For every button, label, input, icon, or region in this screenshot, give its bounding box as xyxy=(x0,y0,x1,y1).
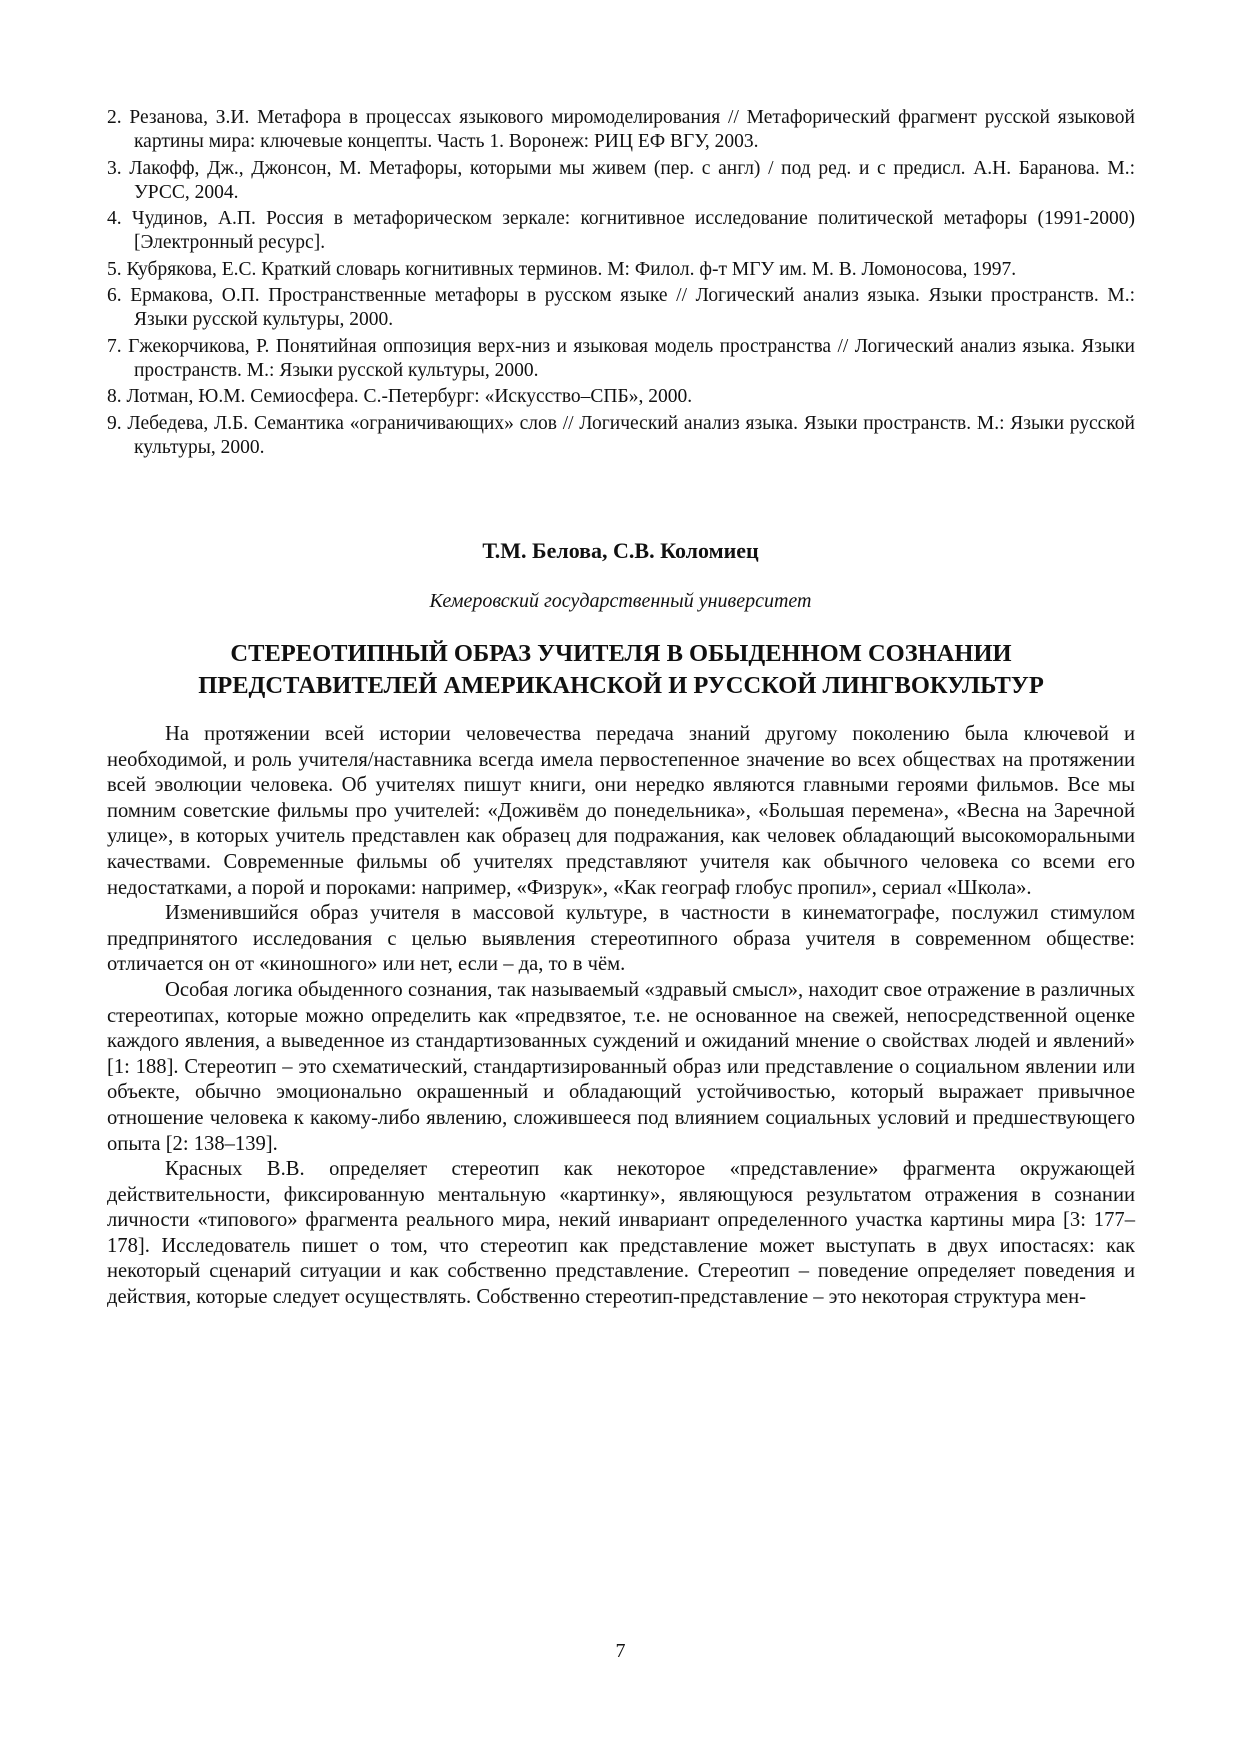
reference-item: 2. Резанова, З.И. Метафора в процессах языкового миромоделирования // Метафорический фрагмент русской языковой картины мира: ключевые концепты. Часть 1. Воронеж: РИЦ ЕФ ВГУ, 2003. xyxy=(107,107,1135,153)
reference-item: 4. Чудинов, А.П. Россия в метафорическом зеркале: когнитивное исследование политической метафоры (1991-2000) [Электронный ресурс]. xyxy=(107,208,1135,254)
paragraph: На протяжении всей истории человечества передача знаний другому поколению была ключевой и необходимой, и роль учителя/наставника всегда имела первостепенное значение во всех обществах на протяжении всей эволюции человека. Об учителях пишут книги, они нередко являются главными героями фильмов. Все мы помним советские фильмы про учителей: «Доживём до понедельника», «Большая перемена», «Весна на Заречной улице», в которых учитель представлен как образец для подражания, как человек обладающий высокоморальными качествами. Современные фильмы об учителях представляют учителя как обычного человека со всеми его недостатками, а порой и пороками: например, «Физрук», «Как географ глобус пропил», сериал «Школа». xyxy=(107,723,1135,899)
title-line: СТЕРЕОТИПНЫЙ ОБРАЗ УЧИТЕЛЯ В ОБЫДЕННОМ СОЗНАНИИ xyxy=(230,640,1012,667)
reference-item: 5. Кубрякова, Е.С. Краткий словарь когнитивных терминов. М: Филол. ф-т МГУ им. М. В. Ломоносова, 1997. xyxy=(107,258,1017,280)
references-list xyxy=(107,106,1135,462)
reference-item: 7. Гжекорчикова, Р. Понятийная оппозиция верх-низ и языковая модель пространства // Логический анализ языка. Языки пространств. М.: Языки русской культуры, 2000. xyxy=(107,335,1135,381)
reference-item: 9. Лебедева, Л.Б. Семантика «ограничивающих» слов // Логический анализ языка. Языки пространств. М.: Языки русской культуры, 2000. xyxy=(107,412,1135,458)
reference-item: 8. Лотман, Ю.М. Семиосфера. С.-Петербург: «Искусство–СПБ», 2000. xyxy=(107,386,693,408)
article-body xyxy=(107,722,1135,1311)
article-title xyxy=(107,638,1135,702)
paragraph: Особая логика обыденного сознания, так называемый «здравый смысл», находит свое отражение в различных стереотипах, которые можно определить как «предвзятое, т.е. не основанное на свежей, непосредственной оценке каждого явления, а выведенное из стандартизованных суждений и ожиданий мнение о свойствах людей и явлений» [1: 188]. Стереотип – это схематический, стандартизированный образ или представление о социальном явлении или объекте, обычно эмоционально окрашенный и обладающий устойчивостью, который выражает привычное отношение человека к какому-либо явлению, сложившееся под влиянием социальных условий и предшествующего опыта [2: 138–139]. xyxy=(107,978,1135,1155)
reference-item: 6. Ермакова, О.П. Пространственные метафоры в русском языке // Логический анализ языка. Языки пространств. М.: Языки русской культуры, 2000. xyxy=(107,285,1135,331)
paragraph: Изменившийся образ учителя в массовой культуре, в частности в кинематографе, послужил стимулом предпринятого исследования с целью выявления стереотипного образа учителя в современном обществе: отличается он от «киношного» или нет, если – да, то в чём. xyxy=(107,902,1135,976)
paragraph: Красных В.В. определяет стереотип как некоторое «представление» фрагмента окружающей действительности, фиксированную ментальную «картинку», являющуюся результатом отражения в сознании личности «типового» фрагмента реального мира, некий инвариант определенного участка картины мира [3: 177–178]. Исследователь пишет о том, что стереотип как представление может выступать в двух ипостасях: как некоторый сценарий ситуации и как собственно представление. Стереотип – поведение определяет поведения и действия, которые следует осуществлять. Собственно стереотип-представление – это некоторая структура мен- xyxy=(107,1158,1135,1309)
title-line: ПРЕДСТАВИТЕЛЕЙ АМЕРИКАНСКОЙ И РУССКОЙ ЛИНГВОКУЛЬТУР xyxy=(198,672,1044,699)
article-affiliation: Кемеровский государственный университет xyxy=(429,590,812,612)
reference-item: 3. Лакофф, Дж., Джонсон, М. Метафоры, которыми мы живем (пер. с англ) / под ред. и с предисл. А.Н. Баранова. М.: УРСС, 2004. xyxy=(107,157,1135,203)
article-authors: Т.М. Белова, С.В. Коломиец xyxy=(482,538,759,563)
page-number: 7 xyxy=(615,1640,626,1662)
